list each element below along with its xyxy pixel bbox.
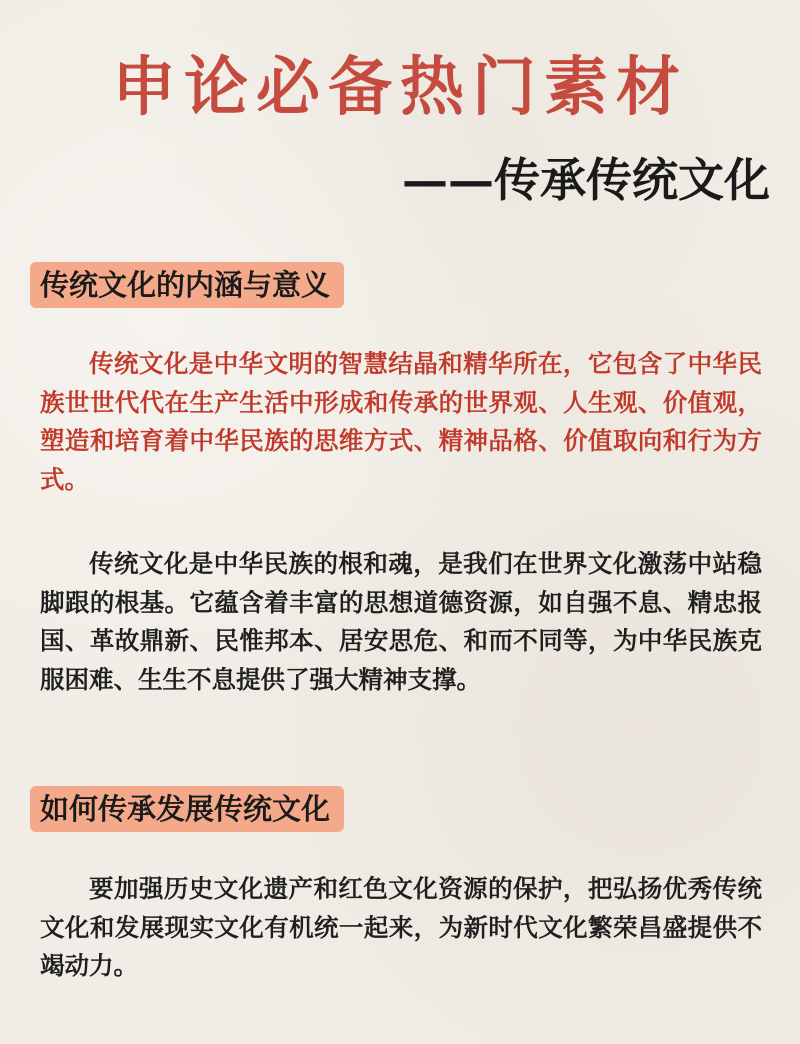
- section-heading-meaning: 传统文化的内涵与意义: [30, 262, 344, 308]
- page-title: 申论必备热门素材: [112, 50, 688, 125]
- paragraph-meaning-1: 传统文化是中华文明的智慧结晶和精华所在，它包含了中华民族世世代代在生产生活中形成和传承的世界观、人生观、价值观，塑造和培育着中华民族的思维方式、精神品格、价值取向和行为方式。: [40, 349, 762, 494]
- paragraph-meaning-2: 传统文化是中华民族的根和魂，是我们在世界文化激荡中站稳脚跟的根基。它蕴含着丰富的思想道德资源，如自强不息、精忠报国、革故鼎新、民惟邦本、居安思危、和而不同等，为中华民族克服困难、生生不息提供了强大精神支撑。: [40, 549, 762, 694]
- section-heading-inheritance: 如何传承发展传统文化: [30, 786, 344, 832]
- paragraph-inheritance-1: 要加强历史文化遗产和红色文化资源的保护，把弘扬优秀传统文化和发展现实文化有机统一起来，为新时代文化繁荣昌盛提供不竭动力。: [40, 874, 762, 980]
- page-subtitle: ——传承传统文化: [402, 153, 770, 207]
